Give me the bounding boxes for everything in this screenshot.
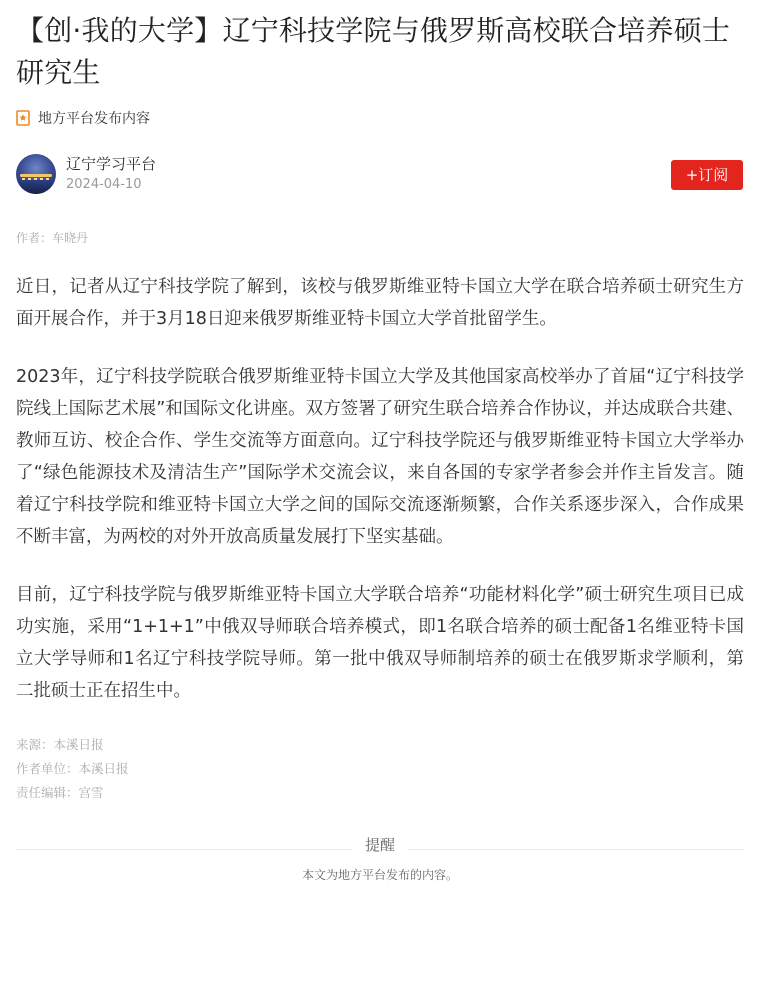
editor-line: 责任编辑：宫雪 bbox=[16, 785, 104, 800]
byline: 作者：车晓丹 bbox=[16, 231, 89, 245]
paragraph: 近日，记者从辽宁科技学院了解到，该校与俄罗斯维亚特卡国立大学在联合培养硕士研究生方面开展合作，并于3月18日迎来俄罗斯维亚特卡国立大学首批留学生。 bbox=[16, 277, 744, 329]
publisher-info bbox=[16, 154, 744, 198]
avatar[interactable] bbox=[16, 154, 56, 194]
author-unit-line: 作者单位：本溪日报 bbox=[16, 761, 129, 776]
subscribe-button[interactable]: +订阅 bbox=[671, 160, 743, 190]
medal-icon bbox=[16, 110, 30, 126]
platform-tag-label: 地方平台发布内容 bbox=[38, 111, 150, 127]
platform-tag bbox=[16, 107, 744, 129]
publisher-name[interactable]: 辽宁学习平台 bbox=[66, 155, 157, 173]
notice-header bbox=[16, 833, 744, 857]
source-line: 来源：本溪日报 bbox=[16, 737, 104, 752]
article-body bbox=[16, 271, 744, 707]
article-page bbox=[16, 0, 744, 883]
paragraph: 2023年，辽宁科技学院联合俄罗斯维亚特卡国立大学及其他国家高校举办了首届“辽宁科技学院线上国际艺术展”和国际文化讲座。双方签署了研究生联合培养合作协议，并达成联合共建、教师互访、校企合作、学生交流等方面意向。辽宁科技学院还与俄罗斯维亚特卡国立大学举办了“绿色能源技术及清洁生产”国际学术交流会议，来自各国的专家学者参会并作主旨发言。随着辽宁科技学院和维亚特卡国立大学之间的国际交流逐渐频繁，合作关系逐步深入，合作成果不断丰富，为两校的对外开放高质量发展打下坚实基础。 bbox=[16, 367, 744, 547]
publish-date: 2024-04-10 bbox=[66, 177, 142, 192]
paragraph: 目前，辽宁科技学院与俄罗斯维亚特卡国立大学联合培养“功能材料化学”硕士研究生项目已成功实施，采用“1+1+1”中俄双导师联合培养模式，即1名联合培养的硕士配备1名维亚特卡国立大学导师和1名辽宁科技学院导师。第一批中俄双导师制培养的硕士在俄罗斯求学顺利，第二批硕士正在招生中。 bbox=[16, 585, 744, 701]
notice-title: 提醒 bbox=[353, 833, 407, 857]
notice-text: 本文为地方平台发布的内容。 bbox=[301, 868, 458, 882]
article-title: 【创·我的大学】辽宁科技学院与俄罗斯高校联合培养硕士研究生 bbox=[16, 14, 731, 89]
article-meta bbox=[16, 733, 744, 805]
